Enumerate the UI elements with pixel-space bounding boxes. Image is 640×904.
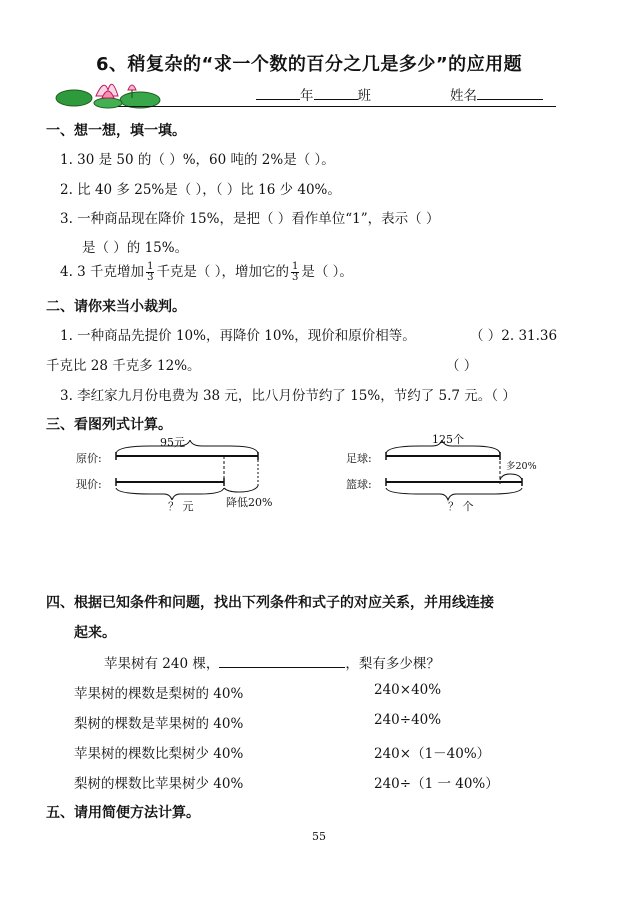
s4-condition-1[interactable]: 苹果树的棵数是梨树的 40%: [74, 686, 244, 702]
fraction-one-third: $\frac{1}{3}$: [291, 261, 299, 283]
fraction-one-third: $\frac{1}{3}$: [147, 261, 154, 283]
right-bottom-question: ？ 个: [448, 500, 474, 513]
s1-question-2: 2. 比 40 多 25%是（ ），（ ）比 16 少 40%。: [60, 182, 341, 198]
year-blank[interactable]: [256, 99, 300, 100]
s1-question-4: 4. 3 千克增加 $\frac{1}{3}$ 千克是（ ），增加它的 $\frac{1}{3}$ 是（ ）。: [60, 261, 353, 283]
right-top-value: 125个: [432, 433, 464, 446]
s2-question-2-cont: 千克比 28 千克多 12%。: [46, 358, 201, 374]
s4-formula-1[interactable]: 240×40%: [374, 682, 442, 698]
s4-prompt-blank[interactable]: [219, 667, 345, 668]
class-blank[interactable]: [314, 99, 358, 100]
year-label: 年: [300, 88, 314, 104]
right-row1-label: 足球:: [346, 452, 372, 465]
left-row1-label: 原价:: [76, 452, 102, 465]
section3-heading: 三、看图列式计算。: [46, 417, 172, 433]
class-info: [256, 84, 371, 104]
left-top-value: 95元: [160, 436, 185, 449]
right-row2-label: 篮球:: [346, 478, 372, 491]
s2-question-2-paren: （ ）: [446, 358, 478, 374]
page-number: 55: [312, 830, 326, 843]
class-label: 班: [357, 88, 371, 104]
s4-prompt: 苹果树有 240 棵， ，梨有多少棵？: [104, 656, 440, 672]
left-top-brace: [116, 440, 258, 454]
s1-question-1: 1. 30 是 50 的（ ）%，60 吨的 2%是（ ）。: [60, 152, 335, 168]
s1-question-3: 3. 一种商品现在降价 15%，是把（ ）看作单位“1”，表示（ ）: [60, 211, 440, 227]
s2-question-3: 3. 李红家九月份电费为 38 元，比八月份节约了 15%，节约了 5.7 元。（ ）: [60, 388, 516, 404]
left-reduce-label: 降低20%: [226, 496, 273, 509]
s1-question-3-cont: 是（ ）的 15%。: [82, 240, 189, 256]
left-row2-label: 现价:: [76, 478, 102, 491]
left-bottom-question: ？ 元: [168, 500, 194, 513]
s4-condition-4[interactable]: 梨树的棵数比苹果树少 40%: [74, 776, 244, 792]
section5-heading: 五、请用简便方法计算。: [46, 805, 200, 821]
name-label: 姓名: [450, 88, 477, 104]
name-field: [450, 84, 543, 104]
right-segment-diagram: [380, 440, 530, 504]
right-more-label: 多20%: [506, 461, 537, 472]
s2-question-1-paren: （ ）2. 31.36: [470, 328, 558, 344]
right-top-brace: [386, 440, 500, 454]
name-blank[interactable]: [477, 99, 543, 100]
s4-formula-2[interactable]: 240÷40%: [374, 712, 442, 728]
right-bottom-brace: [386, 488, 522, 500]
header-divider: [118, 106, 556, 107]
s4-formula-4[interactable]: 240÷（1 一 40%）: [374, 776, 499, 792]
s4-condition-2[interactable]: 梨树的棵数是苹果树的 40%: [74, 716, 244, 732]
left-segment-diagram: [110, 440, 270, 500]
section4-heading-cont: 起来。: [74, 625, 116, 641]
page-title: 6、稍复杂的“求一个数的百分之几是多少”的应用题: [96, 54, 523, 75]
s4-formula-3[interactable]: 240×（1－40%）: [374, 746, 491, 762]
s4-condition-3[interactable]: 苹果树的棵数比梨树少 40%: [74, 746, 244, 762]
section2-heading: 二、请你来当小裁判。: [46, 299, 186, 315]
s2-question-1: 1. 一种商品先提价 10%，再降价 10%，现价和原价相等。: [60, 328, 416, 344]
section4-heading: 四、根据已知条件和问题，找出下列条件和式子的对应关系，并用线连接: [46, 595, 494, 611]
left-bottom-brace: [116, 488, 224, 500]
section1-heading: 一、想一想，填一填。: [46, 123, 186, 139]
